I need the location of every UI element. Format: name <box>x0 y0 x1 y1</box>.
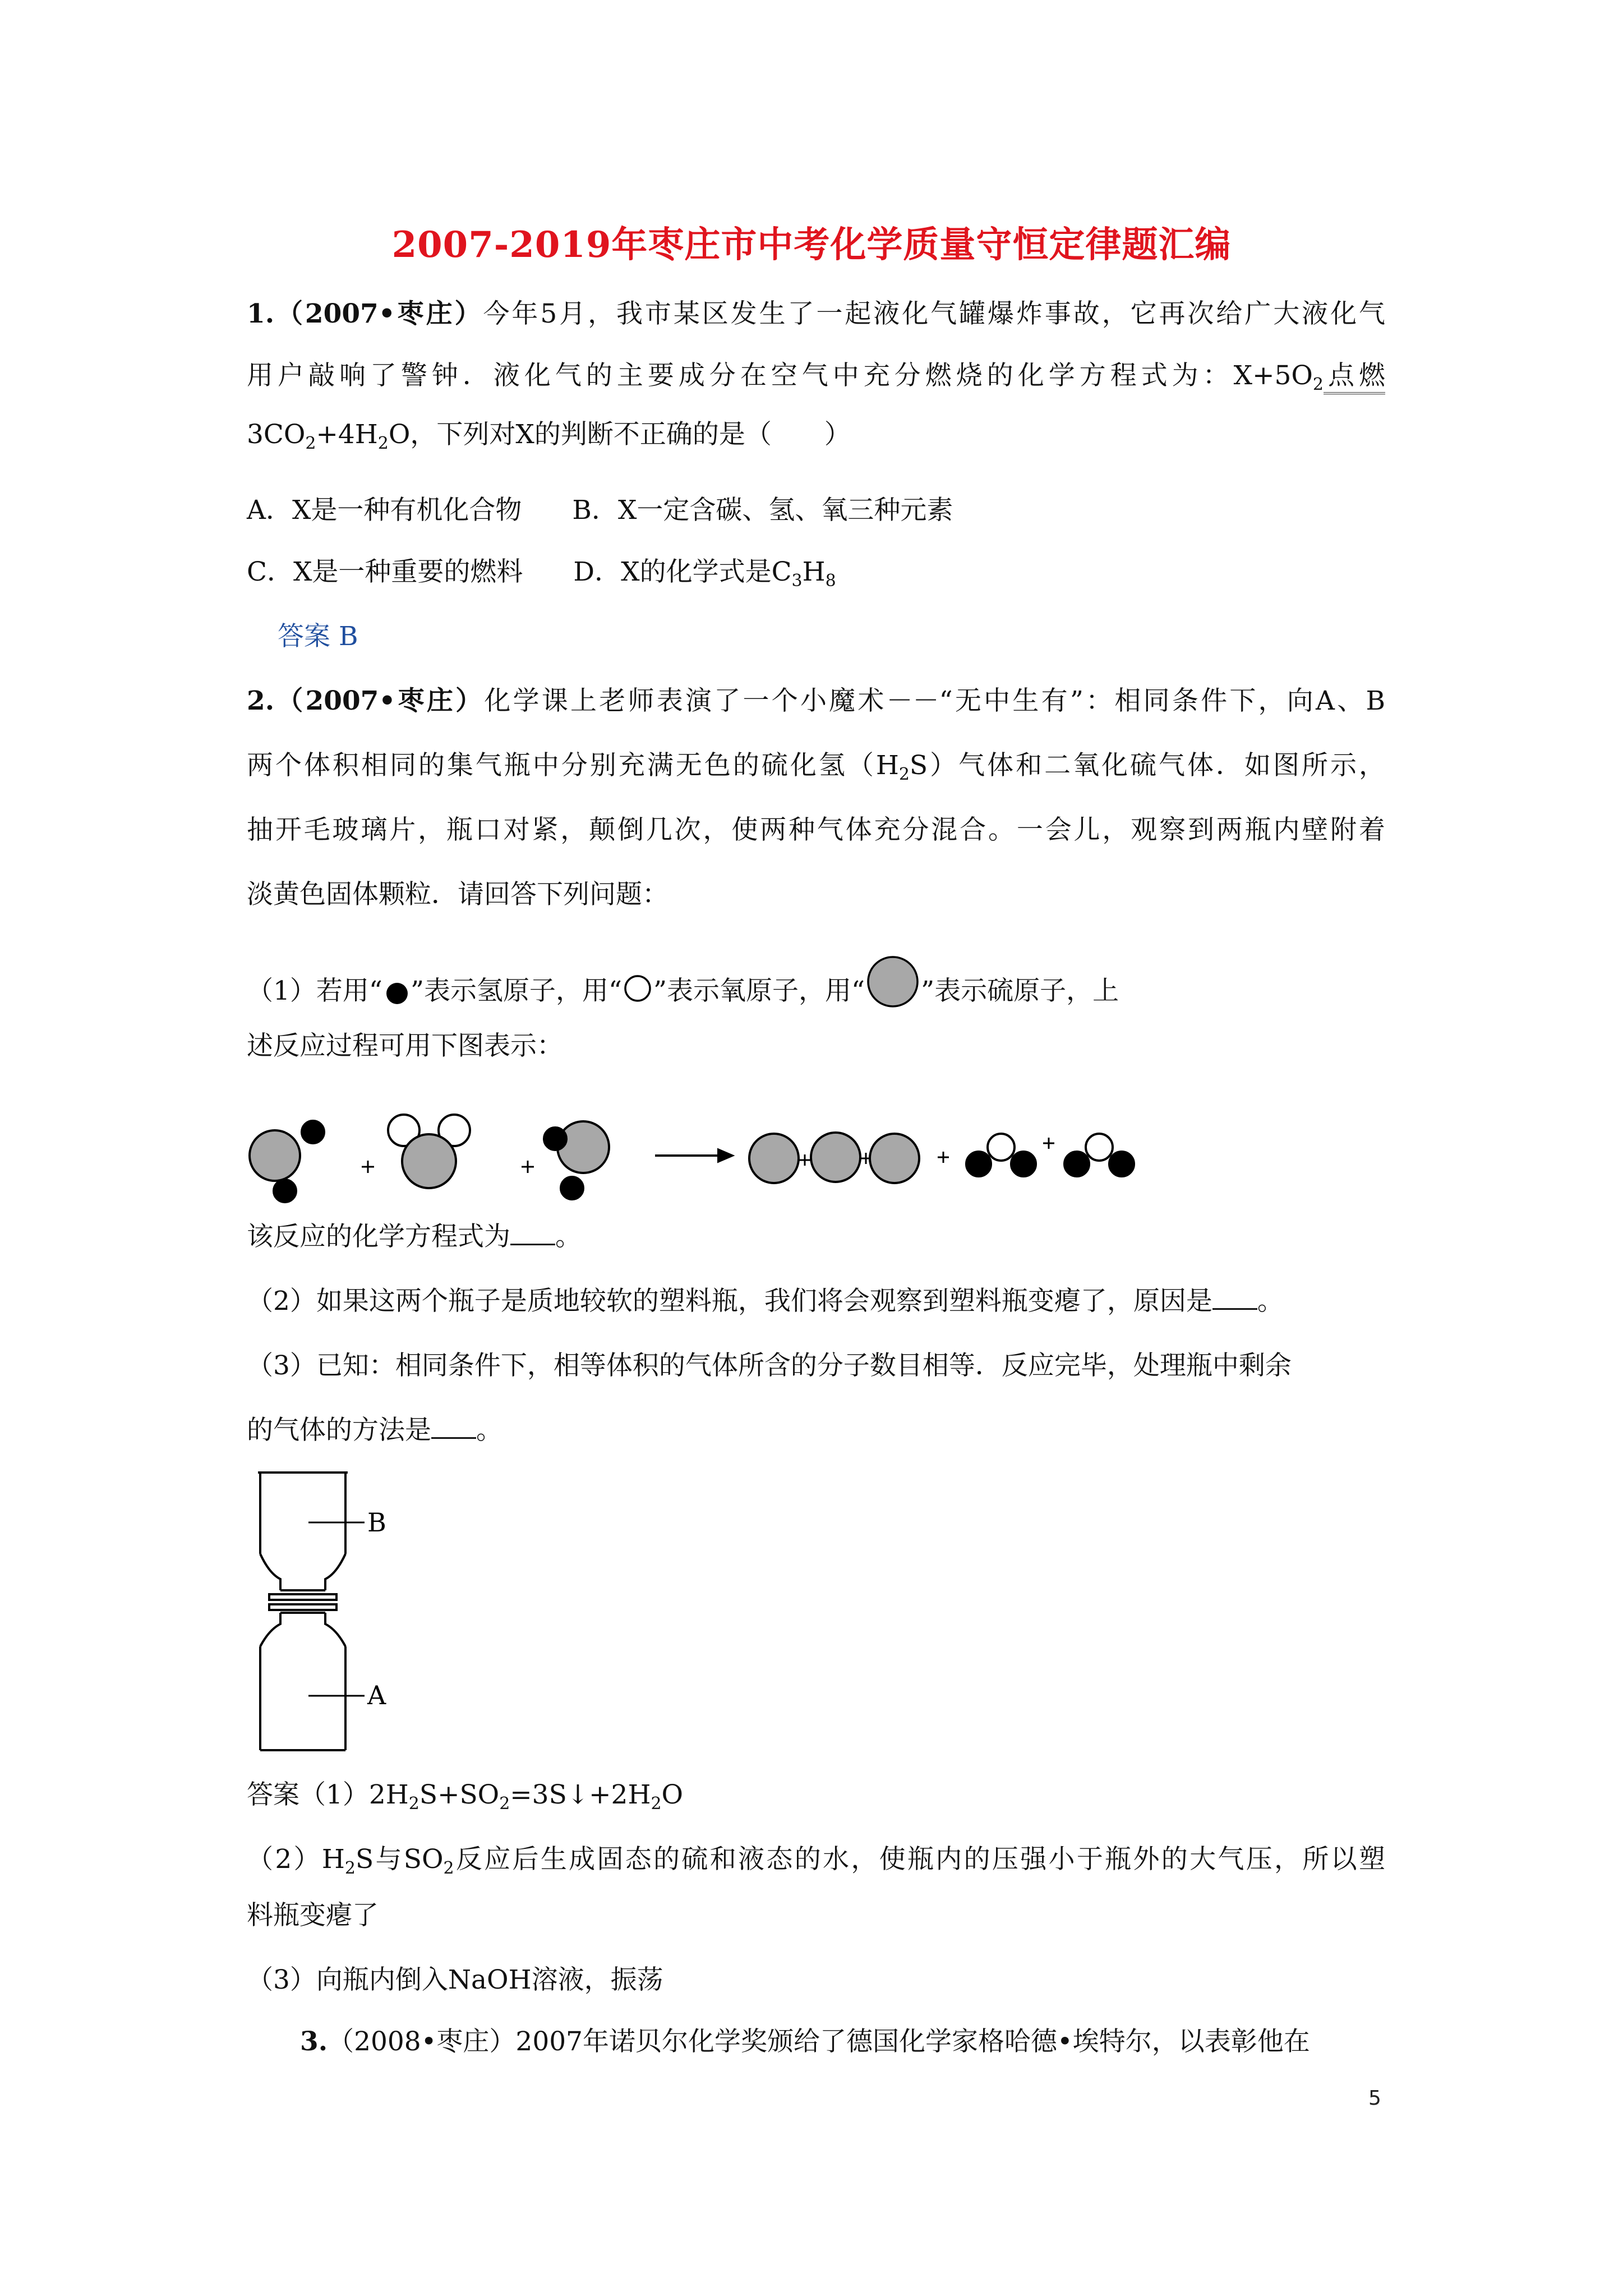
q2-number: 2.（2007•枣庄） <box>247 685 485 716</box>
q2-sub3: （3）已知：相同条件下，相等体积的气体所含的分子数目相等．反应完毕，处理瓶中剩余 <box>247 1350 1292 1381</box>
document-title: 2007-2019年枣庄市中考化学质量守恒定律题汇编 <box>391 224 1232 266</box>
q1-option-row-1 <box>247 494 1385 527</box>
q2-sub1-c: ”表示氧原子，用“ <box>653 976 865 1006</box>
bottle-a <box>260 1613 345 1750</box>
h2s-molecule-2 <box>544 1121 609 1199</box>
q1-sub-o2: 2 <box>1312 375 1324 394</box>
plus-sign-1 <box>362 1161 374 1173</box>
q2-line-3: 抽开毛玻璃片，瓶口对紧，颠倒几次，使两种气体充分混合。一会儿，观察到两瓶内壁附着 <box>247 815 1385 845</box>
q2-line-2 <box>247 749 1385 783</box>
reaction-arrow <box>655 1149 734 1162</box>
q2-eq-text: 该反应的化学方程式为 <box>247 1221 510 1252</box>
q2-sub1-line <box>247 965 1385 1021</box>
q3-number: 3. <box>300 2026 328 2057</box>
plus-sign-2 <box>522 1161 534 1173</box>
plus-sign-6 <box>1043 1138 1054 1149</box>
q2-sub2 <box>247 1285 1385 1318</box>
q2-text-2a: 两个体积相同的集气瓶中分别充满无色的硫化氢（H <box>247 750 899 781</box>
hydrogen-atom-icon <box>382 979 411 1007</box>
q1-option-c: C．X是一种重要的燃料 <box>247 556 523 587</box>
oxygen-atom-icon <box>622 973 653 1004</box>
bottle-b-label: B <box>367 1507 386 1538</box>
q1-option-d: D．X的化学式是$C_3H_8$ <box>573 556 836 591</box>
reaction-diagram <box>247 1088 1144 1217</box>
q1-co2: 3CO <box>247 419 306 450</box>
answer-blank-2[interactable] <box>1212 1286 1257 1310</box>
q1-number: 1.（2007•枣庄） <box>247 298 483 329</box>
so2-molecule <box>388 1115 470 1188</box>
q1-co2-sub: 2 <box>305 434 316 453</box>
water-molecule-1 <box>966 1134 1036 1176</box>
q2-text-2b: S）气体和二氧化硫气体．如图所示， <box>909 750 1385 781</box>
q2-sub2-text: （2）如果这两个瓶子是质地较软的塑料瓶，我们将会观察到塑料瓶变瘪了，原因是 <box>247 1286 1212 1317</box>
q2-sub1-d: ”表示硫原子，上 <box>921 976 1119 1006</box>
q2-answer-2-line-2: 料瓶变瘪了 <box>247 1900 379 1931</box>
q1-h2o: +4H <box>316 419 378 450</box>
answer-blank-1[interactable] <box>510 1221 555 1245</box>
q2-sub3-text-2: 的气体的方法是 <box>247 1415 431 1446</box>
q1-option-b: B．X一定含碳、氢、氧三种元素 <box>572 495 953 526</box>
h2s-molecule-1 <box>250 1121 324 1202</box>
glass-plates <box>269 1594 336 1610</box>
bottle-a-label: A <box>367 1680 386 1710</box>
sulfur-product-2 <box>811 1133 860 1182</box>
q1-line-2 <box>247 359 1385 393</box>
q2-sub1-a: （1）若用“ <box>247 976 382 1006</box>
q2-answer-1: 答案$(1)2H_2S+SO_2=3S↓+2H_2O$ <box>247 1779 684 1814</box>
q2-sub3-line-2 <box>247 1414 1385 1447</box>
q1-line-1 <box>247 297 1385 331</box>
q1-answer: 答案 B <box>278 621 358 652</box>
water-molecule-2 <box>1064 1134 1134 1176</box>
q1-option-a: A．X是一种有机化合物 <box>247 495 522 526</box>
q2-sub3-end: 。 <box>476 1415 502 1446</box>
q2-line-4: 淡黄色固体颗粒．请回答下列问题： <box>247 879 668 910</box>
gas-bottles-diagram <box>247 1464 426 1756</box>
sulfur-atom-icon <box>865 954 921 1010</box>
q2-sub1-b: ”表示氢原子，用“ <box>410 976 622 1006</box>
q1-line-3 <box>247 418 1385 452</box>
q2-answer-3: （3）向瓶内倒入NaOH溶液，振荡 <box>247 1964 663 1995</box>
q2-sub2-end: 。 <box>1257 1286 1284 1317</box>
sulfur-product-1 <box>749 1134 799 1183</box>
q1-h2o-sub: 2 <box>377 434 389 453</box>
plus-sign-3 <box>799 1154 810 1166</box>
q2-eq-end: 。 <box>555 1221 582 1252</box>
q3-text: （2008•枣庄）2007年诺贝尔化学奖颁给了德国化学家格哈德•埃特尔，以表彰他在 <box>328 2026 1310 2057</box>
q1-text-1: 今年5月，我市某区发生了一起液化气罐爆炸事故，它再次给广大液化气 <box>483 298 1386 329</box>
q2-sub1-line-2: 述反应过程可用下图表示： <box>247 1030 563 1061</box>
q1-text-2: 用户敲响了警钟．液化气的主要成分在空气中充分燃烧的化学方程式为：X+5O <box>247 360 1313 391</box>
q2-equation-prompt <box>247 1220 1385 1254</box>
q2-answer-2: $(2)H_2S$与$SO_2$反应后生成固态的硫和液态的水，使瓶内的压强小于瓶外的大气压，所以塑 <box>247 1844 1385 1878</box>
bottle-b <box>258 1473 348 1590</box>
q2-text-1: 化学课上老师表演了一个小魔术－－“无中生有”：相同条件下，向A、B <box>484 685 1385 716</box>
q3-line-1 <box>300 2025 1385 2059</box>
q2-line-1 <box>247 684 1385 718</box>
q1-question: O，下列对X的判断不正确的是（ ） <box>388 419 851 450</box>
q1-option-row-2 <box>247 555 1385 589</box>
q2-text-2-sub: 2 <box>898 765 910 784</box>
q1-reaction-condition: 点燃 <box>1324 360 1385 394</box>
sulfur-product-3 <box>870 1134 919 1183</box>
answer-blank-3[interactable] <box>431 1415 476 1439</box>
page-number: 5 <box>1368 2087 1381 2110</box>
plus-sign-5 <box>938 1152 949 1163</box>
